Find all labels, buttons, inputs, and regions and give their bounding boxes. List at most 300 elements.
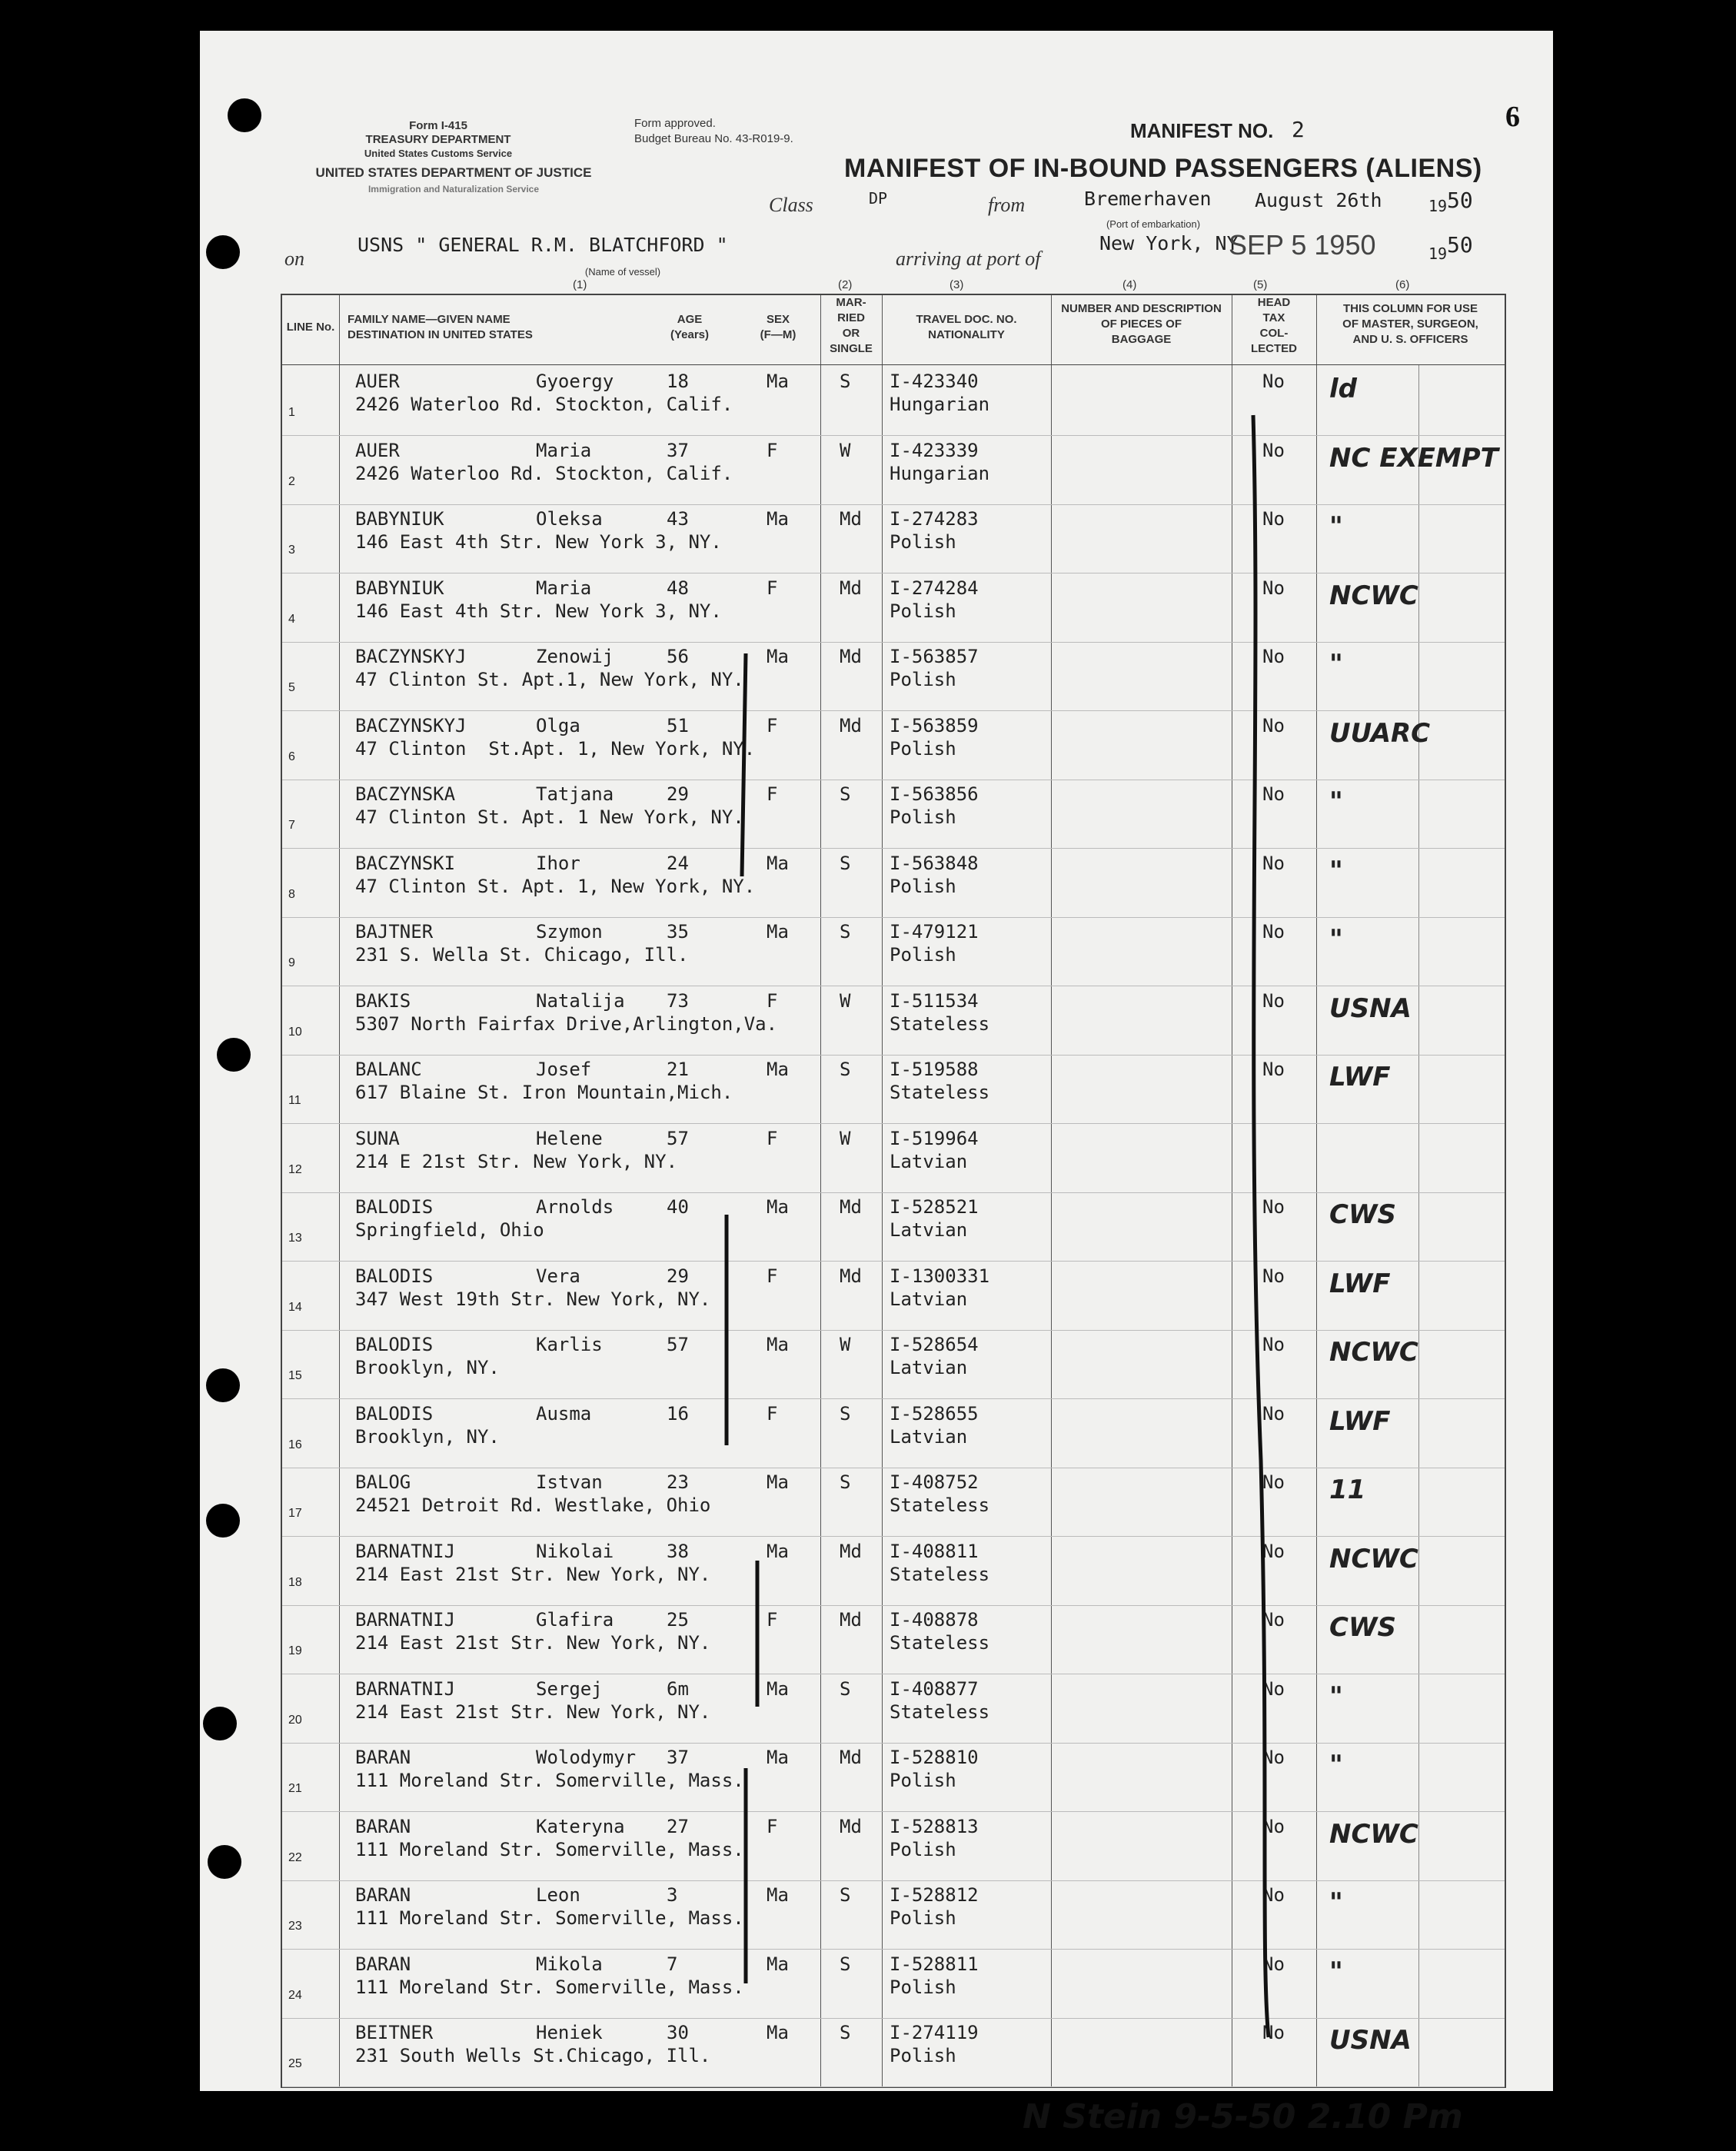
ins-service: Immigration and Naturalization Service [367, 184, 540, 194]
destination: 47 Clinton St.Apt. 1, New York, NY. [355, 737, 756, 760]
family-name: BACZYNSKA [355, 783, 456, 805]
col-num-5: (5) [1253, 278, 1268, 291]
age: 56 [667, 646, 689, 667]
officer-note: " [1329, 924, 1343, 955]
head-tax: No [1262, 989, 1285, 1012]
col-num-3: (3) [949, 278, 964, 291]
given-name: Glafira [536, 1609, 614, 1631]
sex: F [767, 439, 778, 461]
line-number: 13 [288, 1232, 302, 1245]
family-name: BACZYNSKYJ [355, 714, 467, 736]
given-name: Istvan [536, 1471, 603, 1493]
age: 73 [667, 989, 689, 1012]
travel-doc-no: I-563859 [890, 714, 979, 736]
officer-signature: N Stein 9-5-50 2.10 Pm [1023, 2097, 1463, 2136]
nationality: Hungarian [890, 462, 990, 484]
travel-doc-no: I-408878 [890, 1609, 979, 1631]
sex: F [767, 1815, 778, 1837]
nationality: Polish [890, 944, 956, 966]
given-name: Zenowij [536, 646, 614, 667]
line-number: 21 [288, 1782, 302, 1795]
age: 29 [667, 1265, 689, 1287]
travel-doc-no: I-528810 [890, 1747, 979, 1768]
treasury-dept: TREASURY DEPARTMENT [365, 133, 511, 146]
age: 57 [667, 1127, 689, 1149]
head-tax: No [1262, 1953, 1285, 1975]
travel-doc-no: I-479121 [890, 921, 979, 943]
travel-doc-no: I-1300331 [890, 1265, 990, 1287]
family-name: AUER [355, 371, 400, 392]
arrival-port: New York, NY. [1099, 232, 1250, 254]
line-number: 11 [288, 1094, 301, 1107]
family-name: BEITNER [355, 2022, 434, 2043]
marital-status: Md [840, 646, 862, 667]
marital-status: Md [840, 508, 862, 530]
page-number: 6 [1505, 101, 1520, 133]
age: 43 [667, 508, 689, 530]
nationality: Latvian [890, 1357, 968, 1378]
officer-note: LWF [1329, 1268, 1391, 1299]
col-header-travel: TRAVEL DOC. NO. NATIONALITY [916, 313, 1017, 341]
sex: Ma [767, 1884, 789, 1906]
line-number: 25 [288, 2057, 302, 2070]
head-tax: No [1262, 1196, 1285, 1218]
family-name: BALODIS [355, 1196, 434, 1218]
given-name: Nikolai [536, 1540, 614, 1562]
family-name: BABYNIUK [355, 508, 444, 530]
head-tax: No [1262, 921, 1285, 943]
family-name: BALODIS [355, 1334, 434, 1355]
nationality: Polish [890, 1907, 956, 1929]
destination: 5307 North Fairfax Drive,Arlington,Va. [355, 1012, 778, 1035]
given-name: Wolodymyr [536, 1747, 637, 1768]
col-num-1: (1) [573, 278, 587, 291]
nationality: Latvian [890, 1288, 968, 1310]
sex: Ma [767, 1540, 789, 1562]
sex: Ma [767, 371, 789, 392]
family-name: BALODIS [355, 1265, 434, 1287]
travel-doc-no: I-528812 [890, 1884, 979, 1906]
travel-doc-no: I-274284 [890, 577, 979, 599]
col-num-4: (4) [1122, 278, 1137, 291]
nationality: Stateless [890, 1012, 990, 1035]
given-name: Gyoergy [536, 371, 614, 392]
travel-doc-no: I-274119 [890, 2022, 979, 2043]
marital-status: S [840, 371, 851, 392]
marital-status: W [840, 1334, 851, 1355]
sex: F [767, 1609, 778, 1631]
family-name: BARNATNIJ [355, 1609, 456, 1631]
line-number: 14 [288, 1300, 302, 1314]
destination: 617 Blaine St. Iron Mountain,Mich. [355, 1082, 733, 1103]
head-tax: No [1262, 2022, 1285, 2043]
sex: Ma [767, 852, 789, 874]
sex: Ma [767, 1677, 789, 1700]
officer-note: " [1329, 511, 1343, 542]
marital-status: S [840, 783, 851, 805]
head-tax: No [1262, 508, 1285, 530]
officer-note: " [1329, 786, 1343, 817]
head-tax: No [1262, 1265, 1285, 1287]
marital-status: Md [840, 1747, 862, 1768]
marital-status: Md [840, 577, 862, 599]
nationality: Polish [890, 737, 956, 760]
nationality: Polish [890, 1976, 956, 1998]
nationality: Latvian [890, 1425, 968, 1448]
sex: Ma [767, 1196, 789, 1218]
sex: Ma [767, 646, 789, 667]
form-number: Form I-415 [409, 119, 467, 132]
age: 3 [667, 1884, 678, 1906]
destination: 2426 Waterloo Rd. Stockton, Calif. [355, 394, 733, 415]
officer-note: " [1329, 855, 1343, 886]
officer-note: CWS [1329, 1612, 1396, 1643]
year-2: 50 [1447, 232, 1473, 258]
line-number: 18 [288, 1575, 302, 1589]
travel-doc-no: I-563857 [890, 646, 979, 667]
given-name: Vera [536, 1265, 580, 1287]
family-name: AUER [355, 439, 400, 461]
officer-note: " [1329, 1887, 1343, 1918]
age: 21 [667, 1059, 689, 1080]
given-name: Natalija [536, 989, 625, 1012]
sex: Ma [767, 1747, 789, 1768]
line-number: 8 [288, 887, 295, 901]
age: 6m [667, 1677, 689, 1700]
sex: Ma [767, 508, 789, 530]
travel-doc-no: I-563848 [890, 852, 979, 874]
col-header-sex: SEX (F—M) [760, 313, 796, 341]
marital-status: S [840, 2022, 851, 2043]
sex: F [767, 989, 778, 1012]
age: 24 [667, 852, 689, 874]
family-name: BABYNIUK [355, 577, 444, 599]
travel-doc-no: I-528521 [890, 1196, 979, 1218]
line-number: 22 [288, 1850, 302, 1864]
marital-status: Md [840, 1815, 862, 1837]
head-tax: No [1262, 1609, 1285, 1631]
sex: F [767, 1265, 778, 1287]
from-label: from [988, 194, 1026, 216]
age: 48 [667, 577, 689, 599]
year-prefix-1: 19 [1428, 197, 1448, 215]
destination: 111 Moreland Str. Somerville, Mass. [355, 1838, 744, 1860]
given-name: Tatjana [536, 783, 614, 805]
head-tax: No [1262, 1402, 1285, 1425]
sex: Ma [767, 1059, 789, 1080]
given-name: Ausma [536, 1402, 592, 1425]
nationality: Stateless [890, 1701, 990, 1723]
marital-status: S [840, 852, 851, 874]
travel-doc-no: I-528655 [890, 1402, 979, 1425]
officer-note: NCWC [1329, 1543, 1418, 1574]
given-name: Ihor [536, 852, 580, 874]
family-name: BARAN [355, 1884, 411, 1906]
line-number: 23 [288, 1920, 302, 1933]
line-number: 3 [288, 544, 295, 557]
family-name: BACZYNSKYJ [355, 646, 467, 667]
marital-status: Md [840, 1196, 862, 1218]
destination: 146 East 4th Str. New York 3, NY. [355, 600, 722, 622]
destination: 47 Clinton St. Apt. 1 New York, NY. [355, 806, 744, 828]
arrival-date: August 26th [1255, 189, 1382, 211]
customs-service: United States Customs Service [364, 148, 513, 159]
nationality: Stateless [890, 1494, 990, 1516]
marital-status: W [840, 439, 851, 461]
family-name: BARAN [355, 1953, 411, 1975]
destination: 214 East 21st Str. New York, NY. [355, 1701, 711, 1723]
age: 27 [667, 1815, 689, 1837]
given-name: Arnolds [536, 1196, 614, 1218]
travel-doc-no: I-408752 [890, 1471, 979, 1493]
marital-status: Md [840, 714, 862, 736]
travel-doc-no: I-528654 [890, 1334, 979, 1355]
family-name: BALOG [355, 1471, 411, 1493]
destination: 24521 Detroit Rd. Westlake, Ohio [355, 1494, 711, 1516]
line-number: 10 [288, 1025, 302, 1039]
given-name: Sergej [536, 1677, 603, 1700]
given-name: Mikola [536, 1953, 603, 1975]
sex: F [767, 783, 778, 805]
family-name: BAKIS [355, 989, 411, 1012]
line-number: 12 [288, 1162, 302, 1176]
nationality: Stateless [890, 1632, 990, 1654]
nationality: Polish [890, 1838, 956, 1860]
given-name: Maria [536, 577, 592, 599]
officer-note: NCWC [1329, 580, 1418, 611]
marital-status: W [840, 1127, 851, 1149]
marital-status: W [840, 989, 851, 1012]
marital-status: S [840, 921, 851, 943]
sex: F [767, 1127, 778, 1149]
family-bracket [742, 653, 746, 876]
officer-note: UUARC [1329, 717, 1431, 749]
line-number: 24 [288, 1988, 302, 2002]
destination: 146 East 4th Str. New York 3, NY. [355, 531, 722, 553]
destination: 47 Clinton St. Apt. 1, New York, NY. [355, 875, 756, 897]
col-header-headtax: HEAD TAX COL- LECTED [1251, 296, 1297, 355]
line-number: 16 [288, 1438, 302, 1451]
tax-column-stroke [1253, 415, 1269, 2037]
destination: 2426 Waterloo Rd. Stockton, Calif. [355, 462, 733, 484]
nationality: Polish [890, 2045, 956, 2066]
head-tax: No [1262, 1471, 1285, 1493]
given-name: Leon [536, 1884, 580, 1906]
vessel-name: USNS " GENERAL R.M. BLATCHFORD " [358, 234, 728, 256]
sex: Ma [767, 1471, 789, 1493]
officer-note: " [1329, 649, 1343, 680]
nationality: Stateless [890, 1563, 990, 1585]
age: 18 [667, 371, 689, 392]
officer-note: LWF [1329, 1405, 1391, 1437]
marital-status: S [840, 1884, 851, 1906]
sex: Ma [767, 1953, 789, 1975]
family-name: BARNATNIJ [355, 1540, 456, 1562]
year-1: 50 [1447, 188, 1473, 213]
head-tax: No [1262, 852, 1285, 874]
line-number: 17 [288, 1507, 302, 1520]
age: 38 [667, 1540, 689, 1562]
age: 37 [667, 1747, 689, 1768]
line-number: 9 [288, 956, 295, 969]
arriving-label: arriving at port of [896, 248, 1041, 270]
destination: Brooklyn, NY. [355, 1357, 500, 1378]
class-label: Class [769, 194, 813, 216]
given-name: Olga [536, 714, 580, 736]
manifest-no-label: MANIFEST NO. [1130, 119, 1274, 142]
officer-note: USNA [1329, 2025, 1412, 2056]
age: 57 [667, 1334, 689, 1355]
head-tax: No [1262, 646, 1285, 667]
sex: Ma [767, 2022, 789, 2043]
destination: 214 East 21st Str. New York, NY. [355, 1632, 711, 1654]
line-number: 1 [288, 406, 295, 419]
given-name: Helene [536, 1127, 603, 1149]
form-approved: Form approved. [634, 117, 716, 130]
nationality: Polish [890, 669, 956, 690]
travel-doc-no: I-528813 [890, 1815, 979, 1837]
given-name: Kateryna [536, 1815, 625, 1837]
age: 25 [667, 1609, 689, 1631]
head-tax: No [1262, 714, 1285, 736]
nationality: Hungarian [890, 394, 990, 415]
col-header-age: AGE (Years) [670, 313, 710, 341]
travel-doc-no: I-423340 [890, 371, 979, 392]
destination: 214 East 21st Str. New York, NY. [355, 1563, 711, 1585]
marital-status: S [840, 1402, 851, 1425]
head-tax: No [1262, 371, 1285, 392]
age: 29 [667, 783, 689, 805]
family-name: BARAN [355, 1747, 411, 1768]
manifest-title: MANIFEST OF IN-BOUND PASSENGERS (ALIENS) [844, 154, 1482, 183]
officer-note: NC EXEMPT [1329, 442, 1498, 474]
col-header-officers: THIS COLUMN FOR USE OF MASTER, SURGEON, AND U. S. OFFICERS [1342, 302, 1478, 346]
destination: 111 Moreland Str. Somerville, Mass. [355, 1907, 744, 1929]
head-tax: No [1262, 439, 1285, 461]
col-header-baggage: NUMBER AND DESCRIPTION OF PIECES OF BAGGAGE [1061, 302, 1222, 346]
marital-status: S [840, 1953, 851, 1975]
destination: 231 South Wells St.Chicago, Ill. [355, 2045, 711, 2066]
travel-doc-no: I-423339 [890, 439, 979, 461]
nationality: Polish [890, 875, 956, 897]
destination: 347 West 19th Str. New York, NY. [355, 1288, 711, 1310]
travel-doc-no: I-528811 [890, 1953, 979, 1975]
officer-note: NCWC [1329, 1337, 1418, 1368]
manifest-no-value: 2 [1292, 117, 1305, 142]
travel-doc-no: I-511534 [890, 989, 979, 1012]
family-name: BAJTNER [355, 921, 434, 943]
age: 51 [667, 714, 689, 736]
given-name: Karlis [536, 1334, 603, 1355]
head-tax: No [1262, 1677, 1285, 1700]
head-tax: No [1262, 1815, 1285, 1837]
destination: Brooklyn, NY. [355, 1425, 500, 1448]
nationality: Stateless [890, 1082, 990, 1103]
col-header-married: MAR- RIED OR SINGLE [830, 296, 873, 355]
sex: F [767, 1402, 778, 1425]
travel-doc-no: I-519588 [890, 1059, 979, 1080]
sex: F [767, 714, 778, 736]
nationality: Polish [890, 600, 956, 622]
destination: 111 Moreland Str. Somerville, Mass. [355, 1770, 744, 1791]
marital-status: Md [840, 1540, 862, 1562]
family-name: BARAN [355, 1815, 411, 1837]
destination: 111 Moreland Str. Somerville, Mass. [355, 1976, 744, 1998]
age: 40 [667, 1196, 689, 1218]
given-name: Heniek [536, 2022, 603, 2043]
given-name: Szymon [536, 921, 603, 943]
head-tax: No [1262, 1884, 1285, 1906]
line-number: 20 [288, 1713, 302, 1727]
nationality: Polish [890, 531, 956, 553]
head-tax: No [1262, 1540, 1285, 1562]
col-num-2: (2) [838, 278, 853, 291]
age: 35 [667, 921, 689, 943]
nationality: Latvian [890, 1150, 968, 1172]
travel-doc-no: I-563856 [890, 783, 979, 805]
line-number: 5 [288, 681, 295, 694]
line-number: 4 [288, 612, 295, 626]
destination: 214 E 21st Str. New York, NY. [355, 1150, 678, 1172]
budget-bureau: Budget Bureau No. 43-R019-9. [634, 132, 793, 145]
family-name: BARNATNIJ [355, 1677, 456, 1700]
head-tax: No [1262, 1747, 1285, 1768]
travel-doc-no: I-519964 [890, 1127, 979, 1149]
sex: F [767, 577, 778, 599]
head-tax: No [1262, 1059, 1285, 1080]
nationality: Latvian [890, 1219, 968, 1241]
officer-note: LWF [1329, 1062, 1391, 1092]
class-value: DP [869, 189, 888, 208]
from-value: Bremerhaven [1084, 188, 1212, 210]
given-name: Josef [536, 1059, 592, 1080]
year-prefix-2: 19 [1428, 244, 1448, 263]
line-number: 2 [288, 474, 295, 488]
family-name: BACZYNSKI [355, 852, 456, 874]
officer-note: USNA [1329, 992, 1412, 1024]
on-label: on [284, 248, 304, 270]
given-name: Maria [536, 439, 592, 461]
travel-doc-no: I-408811 [890, 1540, 979, 1562]
officer-note: ld [1329, 374, 1357, 404]
travel-doc-no: I-274283 [890, 508, 979, 530]
officer-note: " [1329, 1956, 1343, 1987]
marital-status: S [840, 1059, 851, 1080]
age: 23 [667, 1471, 689, 1493]
officer-note: " [1329, 1750, 1343, 1780]
nationality: Polish [890, 1770, 956, 1791]
destination: 231 S. Wella St. Chicago, Ill. [355, 944, 689, 966]
line-number: 19 [288, 1644, 302, 1657]
age: 7 [667, 1953, 678, 1975]
destination: 47 Clinton St. Apt.1, New York, NY. [355, 669, 744, 690]
age: 30 [667, 2022, 689, 2043]
sex: Ma [767, 1334, 789, 1355]
line-number: 7 [288, 819, 295, 832]
head-tax: No [1262, 1334, 1285, 1355]
sex: Ma [767, 921, 789, 943]
age: 16 [667, 1402, 689, 1425]
line-number: 6 [288, 750, 295, 763]
head-tax: No [1262, 577, 1285, 599]
family-name: SUNA [355, 1127, 400, 1149]
officer-note: 11 [1329, 1474, 1366, 1505]
head-tax: No [1262, 783, 1285, 805]
destination: Springfield, Ohio [355, 1219, 544, 1241]
col-header-name: FAMILY NAME—GIVEN NAME DESTINATION IN UNITED STATES [348, 313, 533, 341]
officer-note: NCWC [1329, 1818, 1418, 1850]
travel-doc-no: I-408877 [890, 1677, 979, 1700]
